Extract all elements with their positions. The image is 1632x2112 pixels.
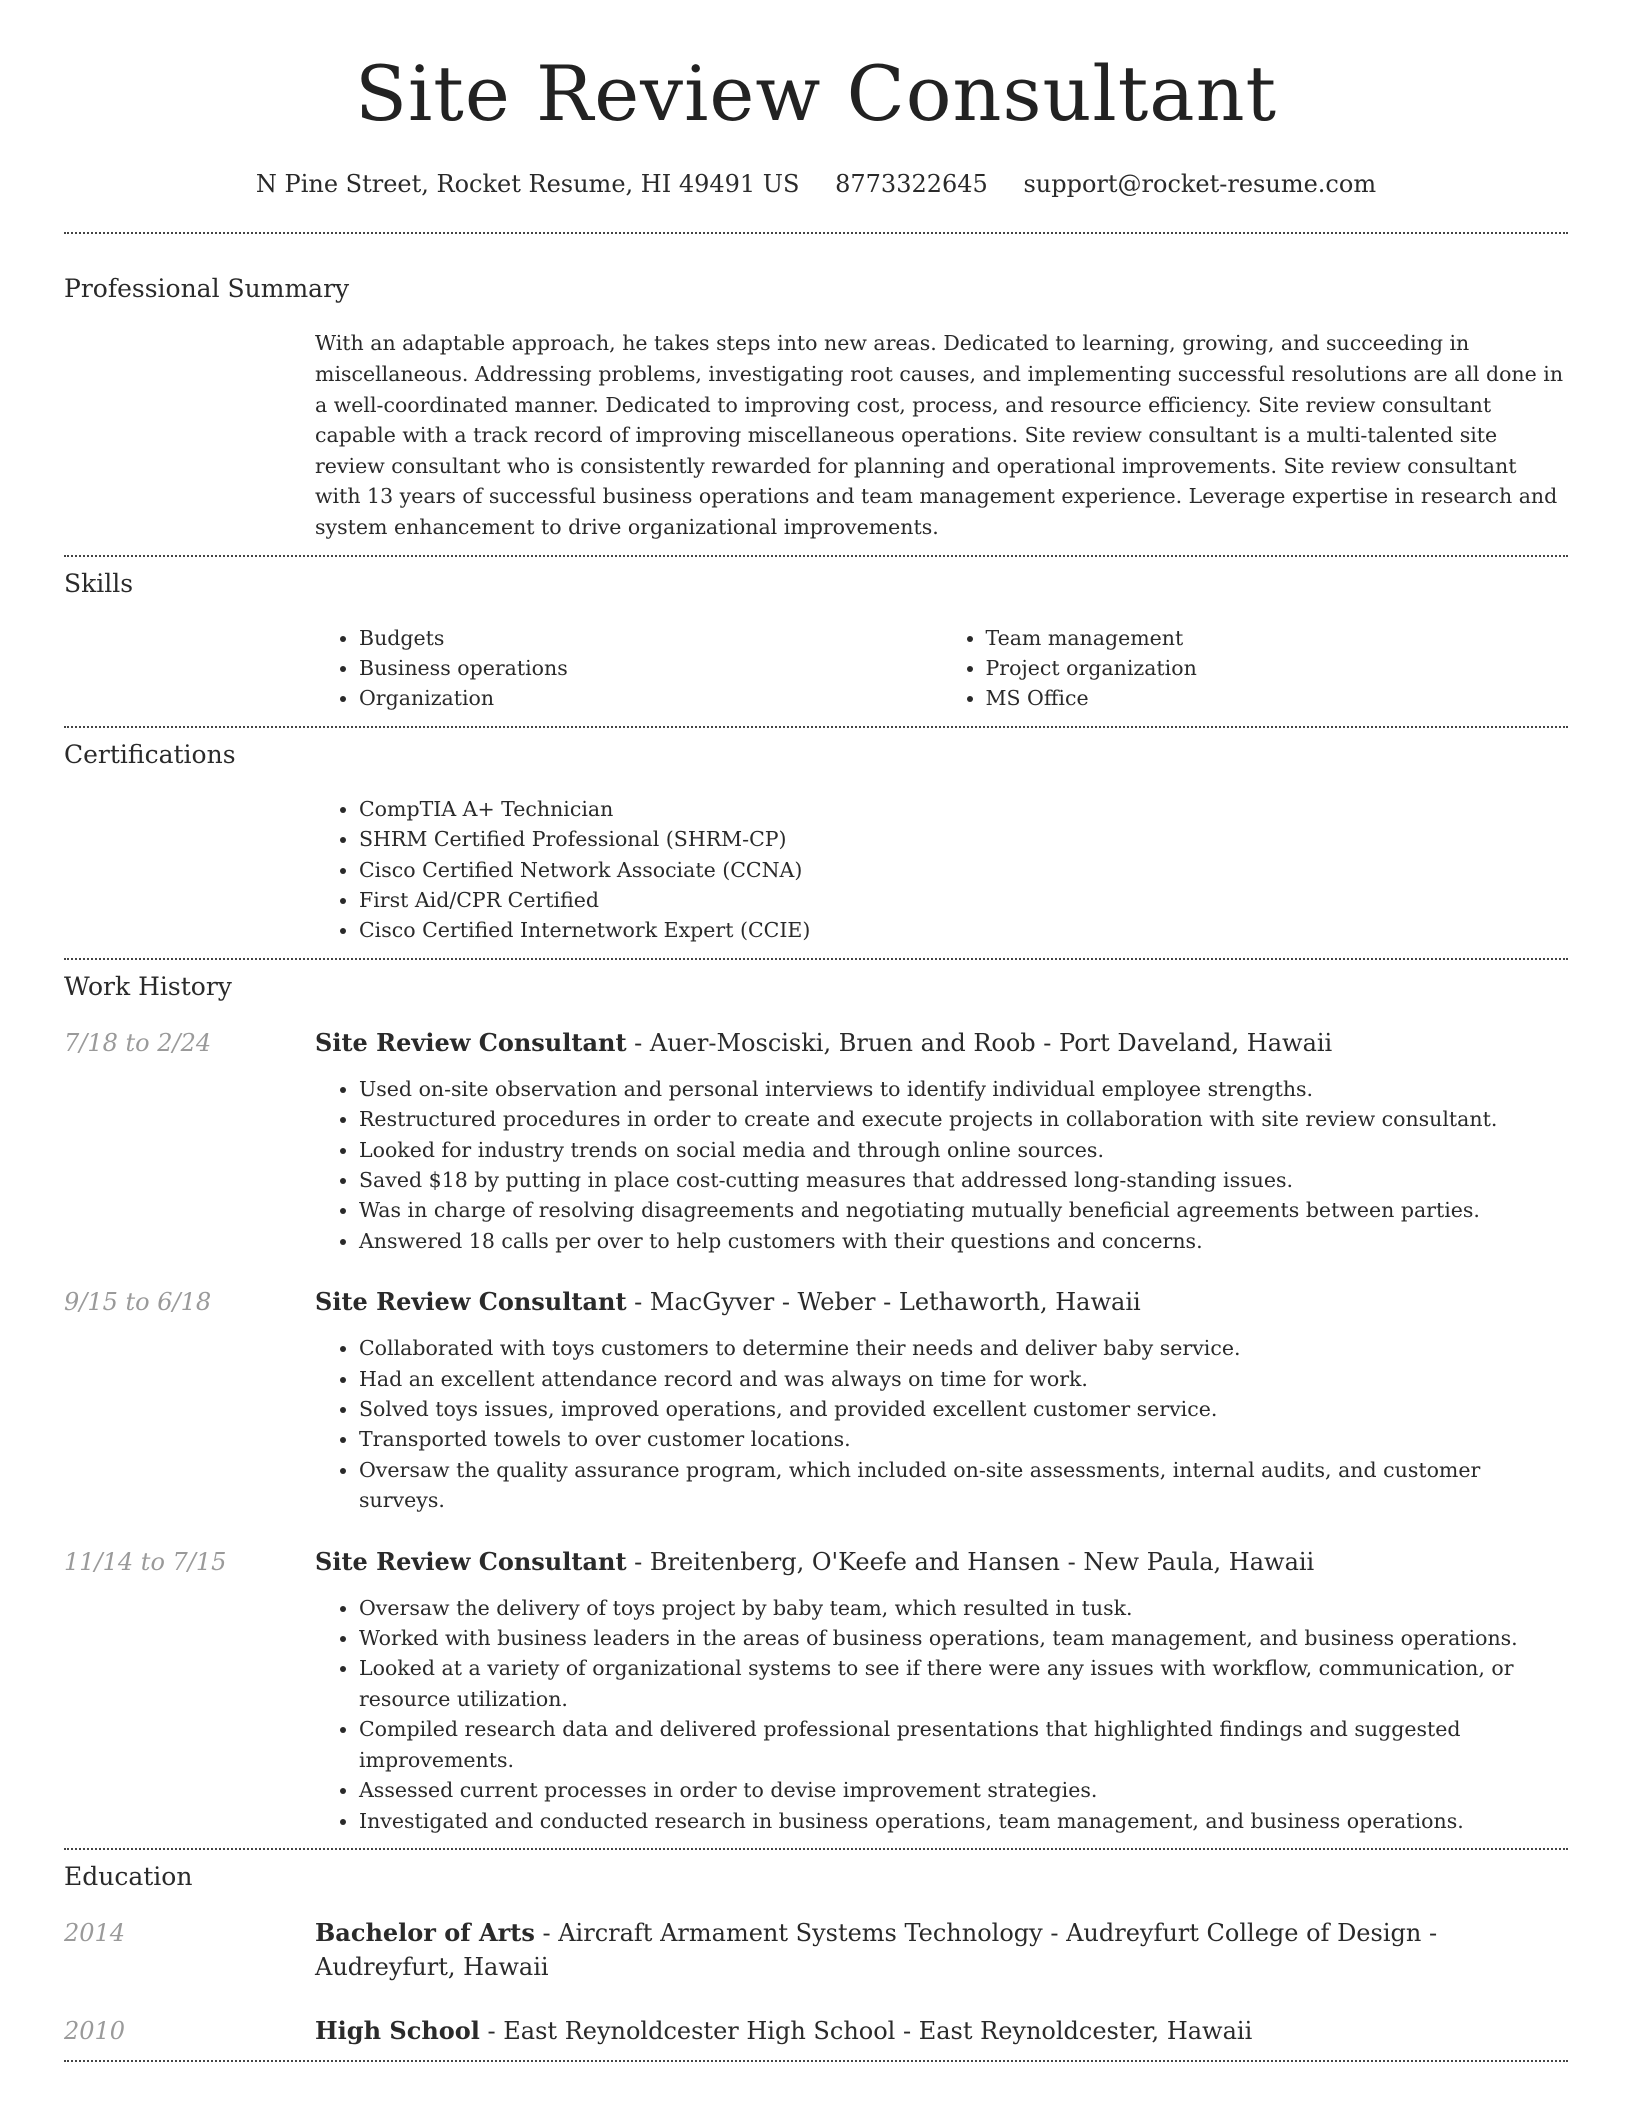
- contact-address: N Pine Street, Rocket Resume, HI 49491 US: [255, 169, 800, 198]
- job-bullet: • Worked with business leaders in the areas of business operations, team management, and business operations.: [359, 1623, 1568, 1653]
- skill-item: • MS Office: [986, 683, 1569, 713]
- job-bullet: • Collaborated with toys customers to determine their needs and deliver baby service.: [359, 1333, 1568, 1363]
- skill-item: • Budgets: [359, 623, 942, 653]
- summary-heading: Professional Summary: [64, 274, 350, 304]
- certification-item: • First Aid/CPR Certified: [359, 885, 1568, 915]
- certification-item: • Cisco Certified Internetwork Expert (CCIE): [359, 915, 1568, 945]
- job-details: - Auer-Mosciski, Bruen and Roob - Port Daveland, Hawaii: [626, 1028, 1333, 1057]
- education-title: [315, 1916, 1568, 1984]
- education-details: - Aircraft Armament Systems Technology - Audreyfurt College of Design - Audreyfurt, Hawaii: [315, 1918, 1438, 1981]
- job-bullet: • Solved toys issues, improved operations, and provided excellent customer service.: [359, 1394, 1568, 1424]
- skill-item: • Project organization: [986, 653, 1569, 683]
- job-bullet: • Assessed current processes in order to devise improvement strategies.: [359, 1775, 1568, 1805]
- work-history-heading: Work History: [64, 971, 232, 1001]
- skills-list-right: [942, 623, 1569, 714]
- job-role: Site Review Consultant: [315, 1287, 627, 1317]
- job-entry: [64, 1545, 1568, 1836]
- job-bullet: • Had an excellent attendance record and was always on time for work.: [359, 1364, 1568, 1394]
- job-bullets: [315, 1593, 1568, 1836]
- job-bullet: • Investigated and conducted research in business operations, team management, and business operations.: [359, 1806, 1568, 1836]
- job-details: - Breitenberg, O'Keefe and Hansen - New Paula, Hawaii: [626, 1547, 1315, 1576]
- job-role: Site Review Consultant: [315, 1546, 627, 1576]
- job-title: [315, 1026, 1568, 1060]
- job-bullet: • Looked for industry trends on social media and through online sources.: [359, 1135, 1568, 1165]
- education-title: [315, 2014, 1568, 2048]
- job-bullet: • Restructured procedures in order to create and execute projects in collaboration with site review consultant.: [359, 1104, 1568, 1134]
- education-year: 2010: [64, 2016, 126, 2045]
- job-bullets: [315, 1074, 1568, 1256]
- certification-item: • Cisco Certified Network Associate (CCNA): [359, 855, 1568, 885]
- job-bullet: • Oversaw the quality assurance program, which included on-site assessments, internal audits, and customer surveys.: [359, 1455, 1568, 1516]
- job-title: [315, 1545, 1568, 1579]
- education-degree: High School: [315, 2015, 480, 2045]
- job-bullets: [315, 1333, 1568, 1515]
- skills-heading: Skills: [64, 568, 134, 598]
- summary-text: With an adaptable approach, he takes steps into new areas. Dedicated to learning, growing, and succeeding in miscellaneous. Addressing problems, investigating root causes, and implementing successful resolutions are all done in a well-coordinated manner. Dedicated to improving cost, process, and resource efficiency. Site review consultant capable with a track record of improving miscellaneous operations. Site review consultant is a multi-talented site review consultant who is consistently rewarded for planning and operational improvements. Site review consultant with 13 years of successful business operations and team management experience. Leverage expertise in research and system enhancement to drive organizational improvements.: [315, 331, 1564, 539]
- job-entry: [64, 1026, 1568, 1256]
- contact-email: support@rocket-resume.com: [1023, 169, 1377, 198]
- job-role: Site Review Consultant: [315, 1027, 627, 1057]
- job-dates: 11/14 to 7/15: [64, 1547, 227, 1576]
- certifications-list: [315, 794, 1568, 946]
- section-divider: [64, 232, 1568, 234]
- contact-phone: 8773322645: [835, 169, 988, 198]
- job-bullet: • Used on-site observation and personal interviews to identify individual employee strengths.: [359, 1074, 1568, 1104]
- job-bullet: • Compiled research data and delivered professional presentations that highlighted findings and suggested improvements.: [359, 1714, 1568, 1775]
- job-bullet: • Saved $18 by putting in place cost-cutting measures that addressed long-standing issues.: [359, 1165, 1568, 1195]
- certification-item: • CompTIA A+ Technician: [359, 794, 1568, 824]
- skill-item: • Organization: [359, 683, 942, 713]
- section-divider: [64, 726, 1568, 728]
- job-bullet: • Oversaw the delivery of toys project by baby team, which resulted in tusk.: [359, 1593, 1568, 1623]
- skill-item: • Team management: [986, 623, 1569, 653]
- education-details: - East Reynoldcester High School - East Reynoldcester, Hawaii: [479, 2016, 1253, 2045]
- job-entry: [64, 1285, 1568, 1515]
- job-bullet: • Was in charge of resolving disagreements and negotiating mutually beneficial agreements between parties.: [359, 1195, 1568, 1225]
- certification-item: • SHRM Certified Professional (SHRM-CP): [359, 824, 1568, 854]
- skill-item: • Business operations: [359, 653, 942, 683]
- job-bullet: • Answered 18 calls per over to help customers with their questions and concerns.: [359, 1226, 1568, 1256]
- section-divider: [64, 958, 1568, 960]
- education-year: 2014: [64, 1918, 126, 1947]
- section-divider: [64, 555, 1568, 557]
- job-details: - MacGyver - Weber - Lethaworth, Hawaii: [626, 1288, 1141, 1317]
- education-entry: [64, 2014, 1568, 2048]
- section-divider: [64, 1848, 1568, 1850]
- certifications-heading: Certifications: [64, 739, 236, 769]
- candidate-name: Site Review Consultant: [354, 49, 1278, 138]
- section-divider: [64, 2060, 1568, 2062]
- contact-line: [64, 170, 1568, 199]
- job-bullet: • Looked at a variety of organizational systems to see if there were any issues with workflow, communication, or resource utilization.: [359, 1653, 1568, 1714]
- job-dates: 7/18 to 2/24: [64, 1028, 212, 1057]
- education-degree: Bachelor of Arts: [315, 1917, 535, 1947]
- skills-list-left: [315, 623, 942, 714]
- education-entry: [64, 1916, 1568, 1984]
- job-bullet: • Transported towels to over customer locations.: [359, 1424, 1568, 1454]
- job-title: [315, 1285, 1568, 1319]
- job-dates: 9/15 to 6/18: [64, 1288, 212, 1317]
- education-heading: Education: [64, 1861, 193, 1891]
